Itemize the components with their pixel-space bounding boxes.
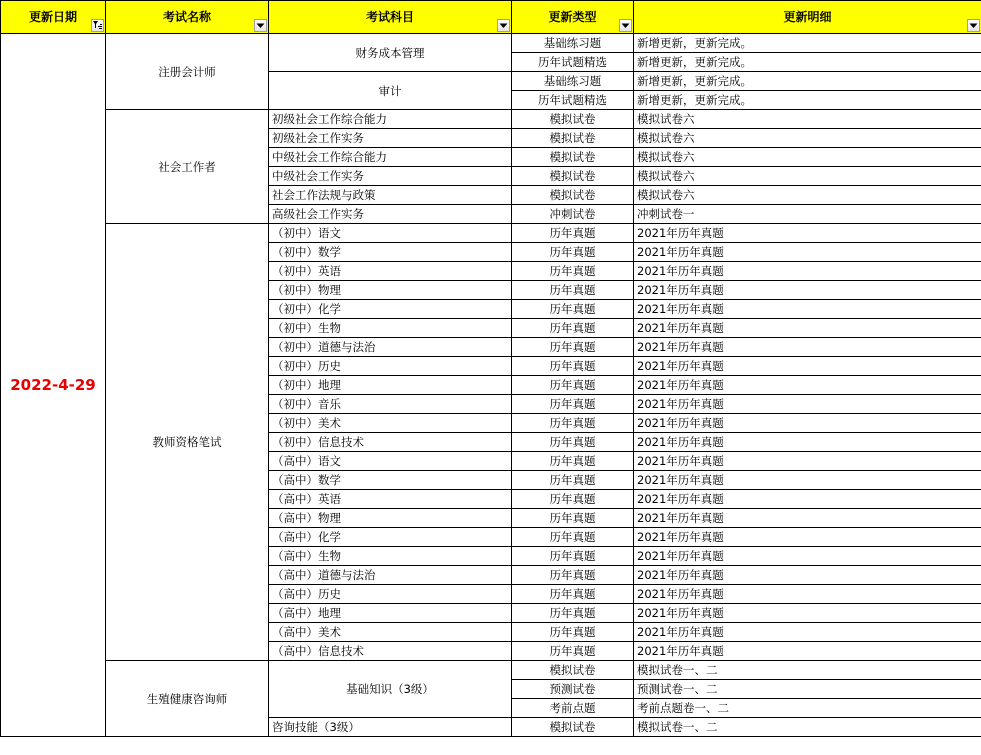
detail-cell[interactable]: 考前点题卷一、二 xyxy=(634,699,981,718)
detail-cell[interactable]: 2021年历年真题 xyxy=(634,433,981,452)
subject-cell[interactable]: （初中）生物 xyxy=(269,319,512,338)
type-cell[interactable]: 历年真题 xyxy=(512,642,634,661)
type-cell[interactable]: 基础练习题 xyxy=(512,34,634,53)
detail-cell[interactable]: 2021年历年真题 xyxy=(634,566,981,585)
subject-cell[interactable]: （初中）历史 xyxy=(269,357,512,376)
type-cell[interactable]: 考前点题 xyxy=(512,699,634,718)
type-cell[interactable]: 预测试卷 xyxy=(512,680,634,699)
header-exam-name xyxy=(106,1,269,34)
subject-cell[interactable]: （初中）道德与法治 xyxy=(269,338,512,357)
detail-cell[interactable]: 冲刺试卷一 xyxy=(634,205,981,224)
type-cell[interactable]: 模拟试卷 xyxy=(512,129,634,148)
type-cell[interactable]: 模拟试卷 xyxy=(512,110,634,129)
detail-cell[interactable]: 新增更新，更新完成。 xyxy=(634,53,981,72)
subject-cell[interactable]: （初中）信息技术 xyxy=(269,433,512,452)
header-label: 考试名称 xyxy=(162,10,211,24)
header-label: 更新类型 xyxy=(548,10,597,24)
table-row xyxy=(1,110,981,129)
subject-cell[interactable]: （初中）英语 xyxy=(269,262,512,281)
header-label: 更新明细 xyxy=(783,10,832,24)
detail-cell[interactable]: 预测试卷一、二 xyxy=(634,680,981,699)
exam-name-cell[interactable]: 社会工作者 xyxy=(106,110,269,224)
header-update-type xyxy=(512,1,634,34)
subject-cell[interactable]: （初中）美术 xyxy=(269,414,512,433)
subject-cell[interactable]: （初中）音乐 xyxy=(269,395,512,414)
type-cell[interactable]: 历年真题 xyxy=(512,224,634,243)
subject-cell[interactable]: （高中）生物 xyxy=(269,547,512,566)
detail-cell[interactable]: 2021年历年真题 xyxy=(634,262,981,281)
table-body xyxy=(1,34,981,737)
header-row xyxy=(1,1,981,34)
type-cell[interactable]: 历年真题 xyxy=(512,433,634,452)
detail-cell[interactable]: 2021年历年真题 xyxy=(634,490,981,509)
type-cell[interactable]: 历年真题 xyxy=(512,281,634,300)
type-cell[interactable]: 历年真题 xyxy=(512,604,634,623)
detail-cell[interactable]: 2021年历年真题 xyxy=(634,414,981,433)
subject-cell[interactable]: （初中）化学 xyxy=(269,300,512,319)
type-cell[interactable]: 历年真题 xyxy=(512,471,634,490)
detail-cell[interactable]: 2021年历年真题 xyxy=(634,319,981,338)
update-date-cell[interactable]: 2022-4-29 xyxy=(1,34,106,737)
subject-cell[interactable]: （高中）语文 xyxy=(269,452,512,471)
detail-cell[interactable]: 模拟试卷六 xyxy=(634,148,981,167)
detail-cell[interactable]: 2021年历年真题 xyxy=(634,281,981,300)
detail-cell[interactable]: 2021年历年真题 xyxy=(634,509,981,528)
type-cell[interactable]: 历年真题 xyxy=(512,357,634,376)
subject-cell[interactable]: （高中）英语 xyxy=(269,490,512,509)
type-cell[interactable]: 历年试题精选 xyxy=(512,91,634,110)
detail-cell[interactable]: 模拟试卷六 xyxy=(634,186,981,205)
type-cell[interactable]: 历年真题 xyxy=(512,262,634,281)
detail-cell[interactable]: 模拟试卷六 xyxy=(634,167,981,186)
type-cell[interactable]: 历年真题 xyxy=(512,300,634,319)
exam-name-cell[interactable]: 注册会计师 xyxy=(106,34,269,110)
subject-cell[interactable]: （高中）道德与法治 xyxy=(269,566,512,585)
type-cell[interactable]: 基础练习题 xyxy=(512,72,634,91)
detail-cell[interactable]: 模拟试卷六 xyxy=(634,110,981,129)
dropdown-arrow-icon[interactable] xyxy=(497,19,510,32)
detail-cell[interactable]: 2021年历年真题 xyxy=(634,585,981,604)
subject-cell[interactable]: 中级社会工作实务 xyxy=(269,167,512,186)
table-row xyxy=(1,224,981,243)
header-exam-subject xyxy=(269,1,512,34)
header-label: 更新日期 xyxy=(28,10,77,24)
subject-cell[interactable]: （高中）历史 xyxy=(269,585,512,604)
subject-cell[interactable]: （高中）数学 xyxy=(269,471,512,490)
detail-cell[interactable]: 模拟试卷一、二 xyxy=(634,718,981,737)
type-cell[interactable]: 历年真题 xyxy=(512,376,634,395)
type-cell[interactable]: 历年真题 xyxy=(512,528,634,547)
subject-cell[interactable]: 基础知识（3级） xyxy=(269,661,512,718)
exam-name-cell[interactable]: 生殖健康咨询师 xyxy=(106,661,269,737)
type-cell[interactable]: 历年真题 xyxy=(512,566,634,585)
type-cell[interactable]: 历年真题 xyxy=(512,395,634,414)
detail-cell[interactable]: 2021年历年真题 xyxy=(634,528,981,547)
type-cell[interactable]: 模拟试卷 xyxy=(512,167,634,186)
detail-cell[interactable]: 2021年历年真题 xyxy=(634,623,981,642)
subject-cell[interactable]: （初中）地理 xyxy=(269,376,512,395)
subject-cell[interactable]: （高中）美术 xyxy=(269,623,512,642)
subject-cell[interactable]: 初级社会工作实务 xyxy=(269,129,512,148)
subject-cell[interactable]: 财务成本管理 xyxy=(269,34,512,72)
type-cell[interactable]: 历年真题 xyxy=(512,338,634,357)
detail-cell[interactable]: 2021年历年真题 xyxy=(634,376,981,395)
type-cell[interactable]: 模拟试卷 xyxy=(512,148,634,167)
detail-cell[interactable]: 2021年历年真题 xyxy=(634,604,981,623)
subject-cell[interactable]: （高中）信息技术 xyxy=(269,642,512,661)
header-update-date xyxy=(1,1,106,34)
type-cell[interactable]: 历年真题 xyxy=(512,623,634,642)
detail-cell[interactable]: 2021年历年真题 xyxy=(634,452,981,471)
subject-cell[interactable]: 高级社会工作实务 xyxy=(269,205,512,224)
detail-cell[interactable]: 2021年历年真题 xyxy=(634,395,981,414)
subject-cell[interactable]: （高中）化学 xyxy=(269,528,512,547)
type-cell[interactable]: 历年真题 xyxy=(512,585,634,604)
subject-cell[interactable]: 社会工作法规与政策 xyxy=(269,186,512,205)
type-cell[interactable]: 历年真题 xyxy=(512,319,634,338)
detail-cell[interactable]: 2021年历年真题 xyxy=(634,224,981,243)
detail-cell[interactable]: 2021年历年真题 xyxy=(634,642,981,661)
detail-cell[interactable]: 2021年历年真题 xyxy=(634,471,981,490)
type-cell[interactable]: 历年真题 xyxy=(512,509,634,528)
type-cell[interactable]: 模拟试卷 xyxy=(512,718,634,737)
dropdown-arrow-icon[interactable] xyxy=(619,19,632,32)
filter-active-icon[interactable] xyxy=(91,19,104,32)
subject-cell[interactable]: 初级社会工作综合能力 xyxy=(269,110,512,129)
type-cell[interactable]: 模拟试卷 xyxy=(512,661,634,680)
subject-cell[interactable]: 咨询技能（3级） xyxy=(269,718,512,737)
detail-cell[interactable]: 2021年历年真题 xyxy=(634,338,981,357)
subject-cell[interactable]: 审计 xyxy=(269,72,512,110)
detail-cell[interactable]: 2021年历年真题 xyxy=(634,243,981,262)
subject-cell[interactable]: （初中）语文 xyxy=(269,224,512,243)
header-update-detail xyxy=(634,1,981,34)
dropdown-arrow-icon[interactable] xyxy=(967,19,980,32)
detail-cell[interactable]: 新增更新，更新完成。 xyxy=(634,91,981,110)
detail-cell[interactable]: 新增更新，更新完成。 xyxy=(634,72,981,91)
type-cell[interactable]: 历年真题 xyxy=(512,243,634,262)
detail-cell[interactable]: 新增更新，更新完成。 xyxy=(634,34,981,53)
detail-cell[interactable]: 2021年历年真题 xyxy=(634,357,981,376)
type-cell[interactable]: 历年真题 xyxy=(512,547,634,566)
detail-cell[interactable]: 模拟试卷一、二 xyxy=(634,661,981,680)
detail-cell[interactable]: 模拟试卷六 xyxy=(634,129,981,148)
exam-name-cell[interactable]: 教师资格笔试 xyxy=(106,224,269,661)
subject-cell[interactable]: （高中）地理 xyxy=(269,604,512,623)
header-label: 考试科目 xyxy=(365,10,414,24)
type-cell[interactable]: 冲刺试卷 xyxy=(512,205,634,224)
type-cell[interactable]: 历年真题 xyxy=(512,452,634,471)
subject-cell[interactable]: （高中）物理 xyxy=(269,509,512,528)
type-cell[interactable]: 历年真题 xyxy=(512,490,634,509)
subject-cell[interactable]: （初中）物理 xyxy=(269,281,512,300)
type-cell[interactable]: 历年真题 xyxy=(512,414,634,433)
type-cell[interactable]: 模拟试卷 xyxy=(512,186,634,205)
table-row xyxy=(1,34,981,53)
detail-cell[interactable]: 2021年历年真题 xyxy=(634,547,981,566)
type-cell[interactable]: 历年试题精选 xyxy=(512,53,634,72)
subject-cell[interactable]: （初中）数学 xyxy=(269,243,512,262)
detail-cell[interactable]: 2021年历年真题 xyxy=(634,300,981,319)
dropdown-arrow-icon[interactable] xyxy=(254,19,267,32)
table-row xyxy=(1,661,981,680)
subject-cell[interactable]: 中级社会工作综合能力 xyxy=(269,148,512,167)
